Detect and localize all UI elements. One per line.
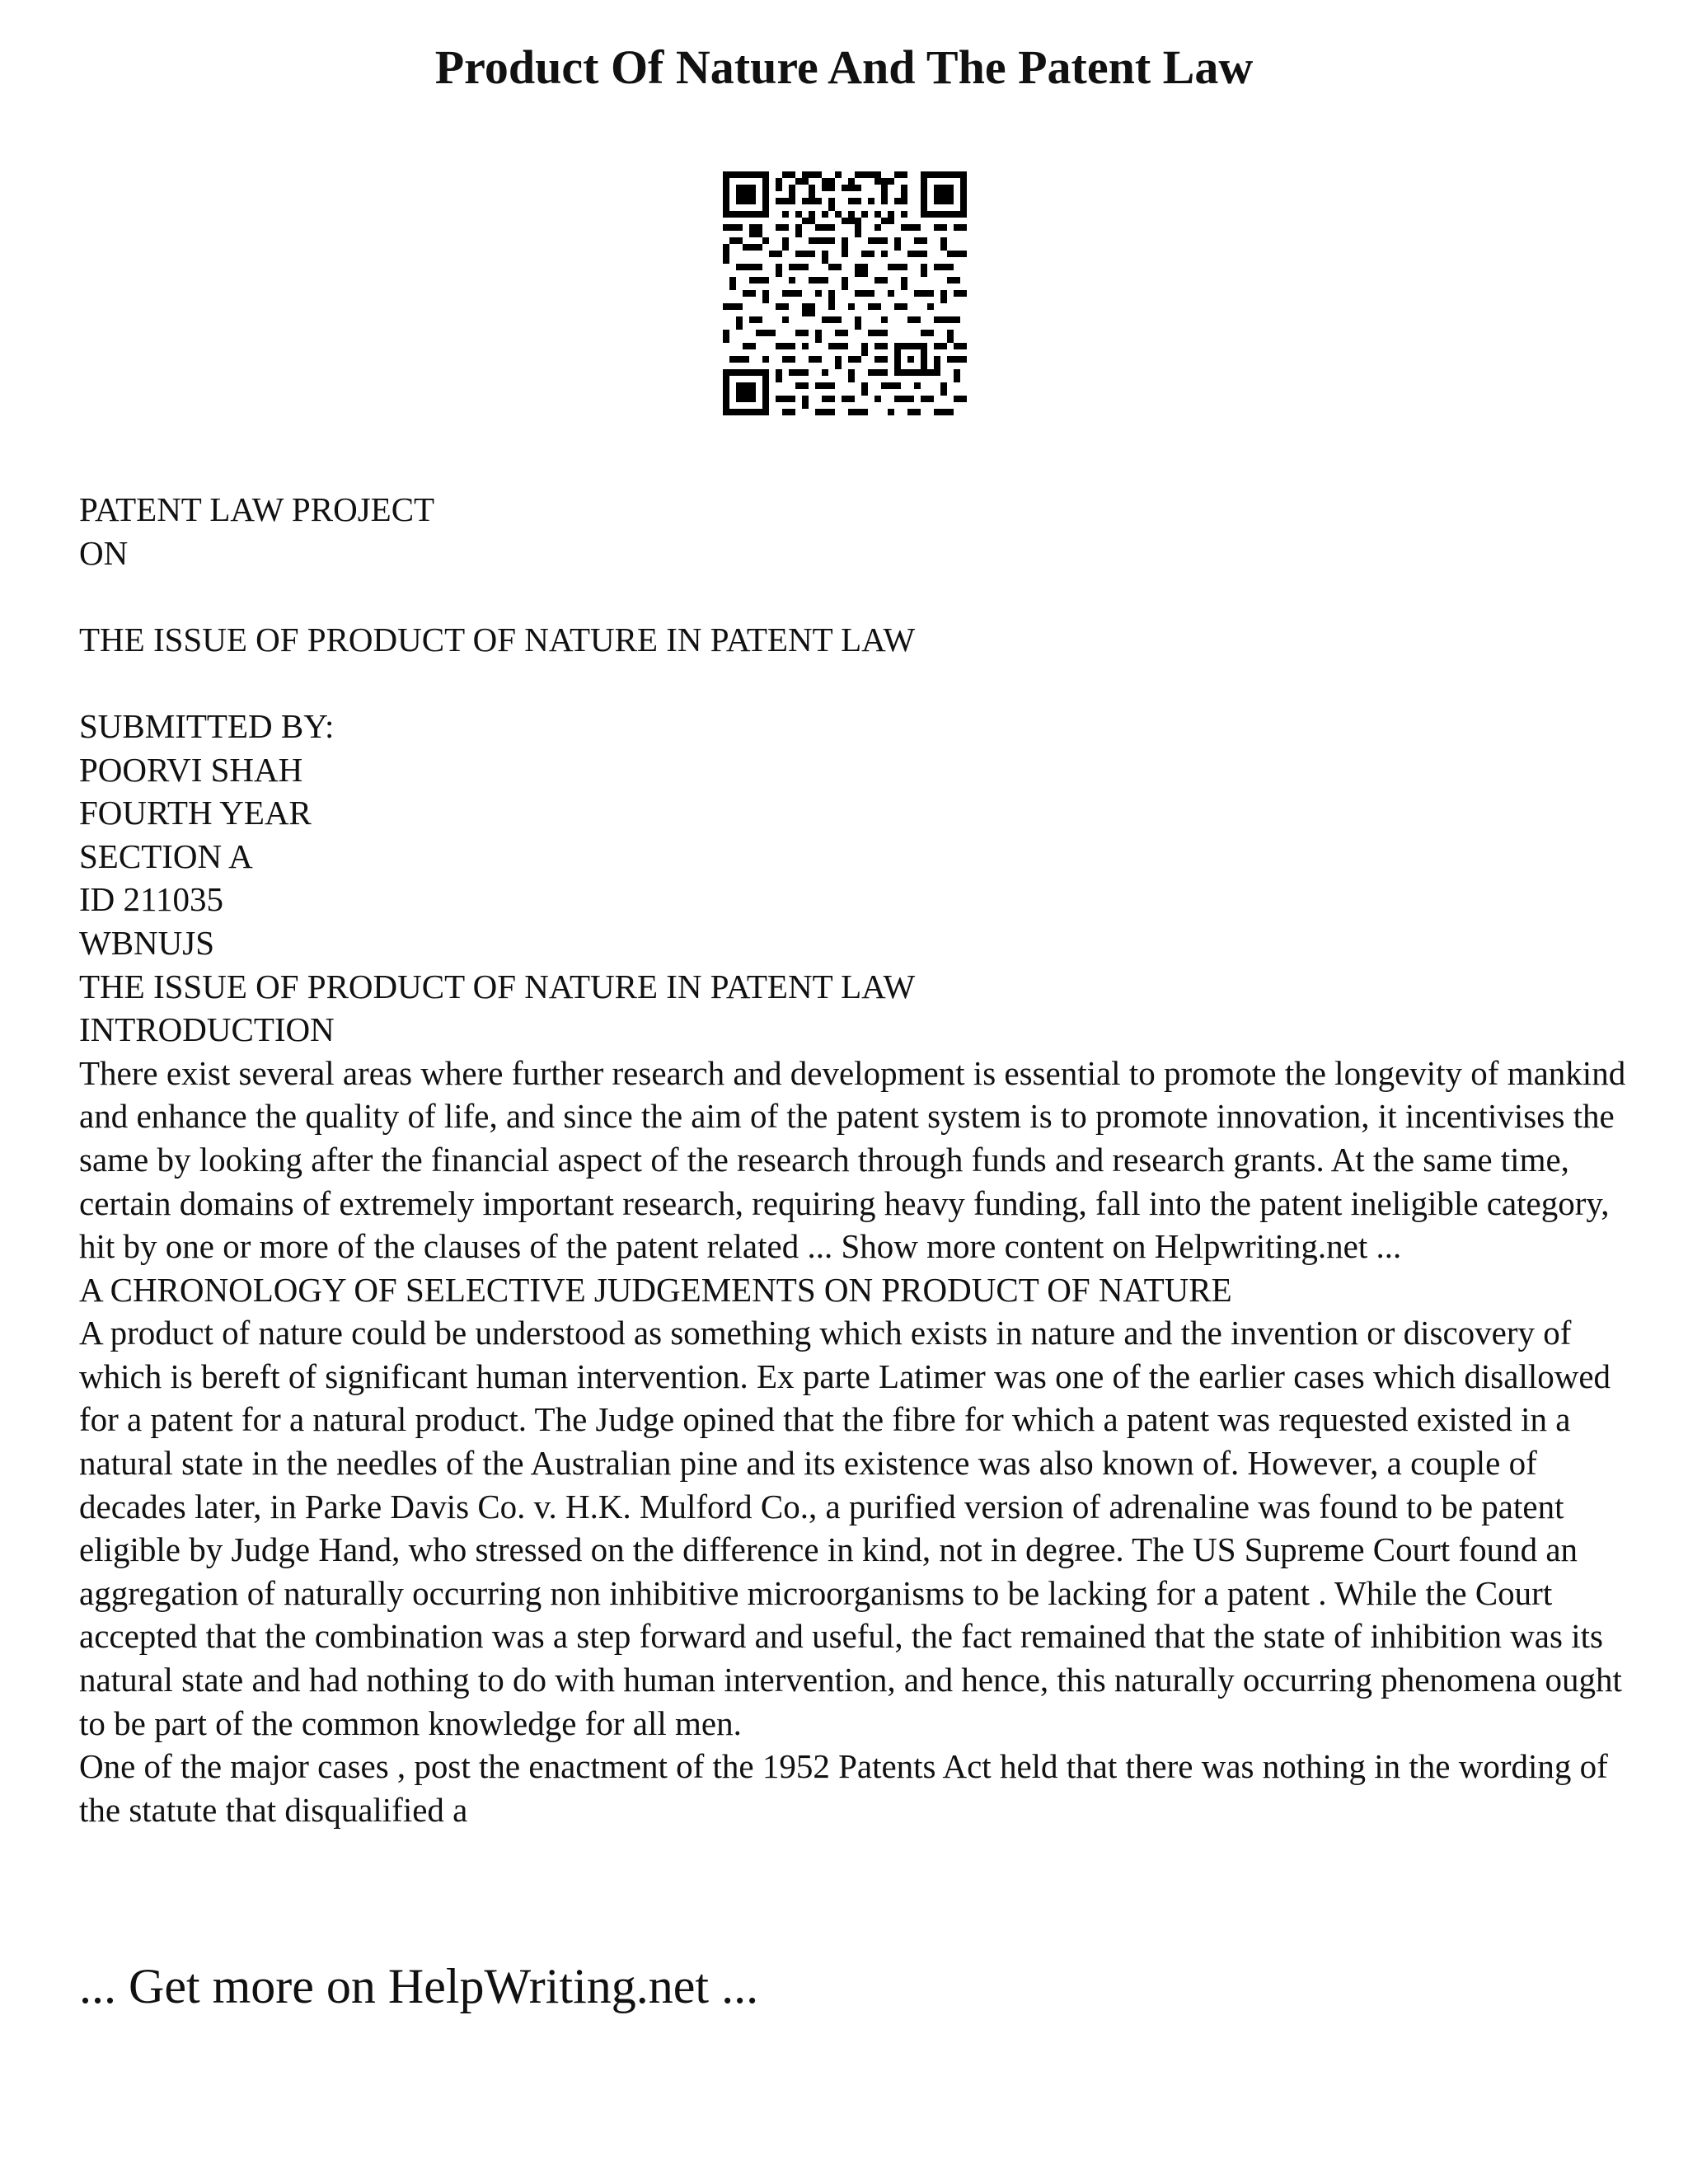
introduction-paragraph: There exist several areas where further research and development is essential to promote the longevity of mankind and enhance the quality of life, and since the aim of the patent system is to promote innovation, it incentivises the same by looking after the financial aspect of the research through funds and research grants. At the same time, certain domains of extremely important research, requiring heavy funding, fall into the patent ineligible category, hit by one or more of the clauses of the patent related ... Show more content on Helpwriting.net ... <box>79 1053 1626 1266</box>
chronology-paragraph: A product of nature could be understood as something which exists in nature and the invention or discovery of which is bereft of significant human intervention. Ex parte Latimer was one of the earlier cases which disallowed for a patent for a natural product. The Judge opined that the fibre for which a patent was requested existed in a natural state in the needles of the Australian pine and its existence was also known of. However, a couple of decades later, in Parke Davis Co. v. H.K. Mulford Co., a purified version of adrenaline was found to be patent eligible by Judge Hand, who stressed on the difference in kind, not in degree. The US Supreme Court found an aggregation of naturally occurring non inhibitive microorganisms to be lacking for a patent . While the Court accepted that the combination was a step forward and useful, the fact remained that the state of inhibition was its natural state and had nothing to do with human intervention, and hence, this naturally occurring phenomena ought to be part of the common knowledge for all men. <box>79 1314 1622 1742</box>
cover-line-project: PATENT LAW PROJECT <box>79 490 435 528</box>
institution-name: WBNUJS <box>79 923 215 962</box>
cover-subject: THE ISSUE OF PRODUCT OF NATURE IN PATENT LAW <box>79 620 916 658</box>
cover-line-on: ON <box>79 533 129 572</box>
body-heading: THE ISSUE OF PRODUCT OF NATURE IN PATENT LAW <box>79 967 916 1005</box>
closing-paragraph: One of the major cases , post the enactment of the 1952 Patents Act held that there was nothing in the wording of the statute that disqualified a <box>79 1747 1608 1829</box>
author-section: SECTION A <box>79 837 253 875</box>
qr-code-image <box>723 171 967 415</box>
spacer <box>79 661 1629 705</box>
document-title: Product Of Nature And The Patent Law <box>434 40 1254 94</box>
author-id: ID 211035 <box>79 880 223 919</box>
spacer <box>79 574 1629 618</box>
get-more-link[interactable]: ... Get more on HelpWriting.net ... <box>79 1959 759 2013</box>
introduction-heading: INTRODUCTION <box>79 1010 335 1049</box>
author-year: FOURTH YEAR <box>79 794 312 832</box>
submitted-by-label: SUBMITTED BY: <box>79 706 335 745</box>
chronology-heading: A CHRONOLOGY OF SELECTIVE JUDGEMENTS ON PRODUCT OF NATURE <box>79 1270 1232 1309</box>
author-name: POORVI SHAH <box>79 750 303 789</box>
document-body <box>79 488 1629 1831</box>
